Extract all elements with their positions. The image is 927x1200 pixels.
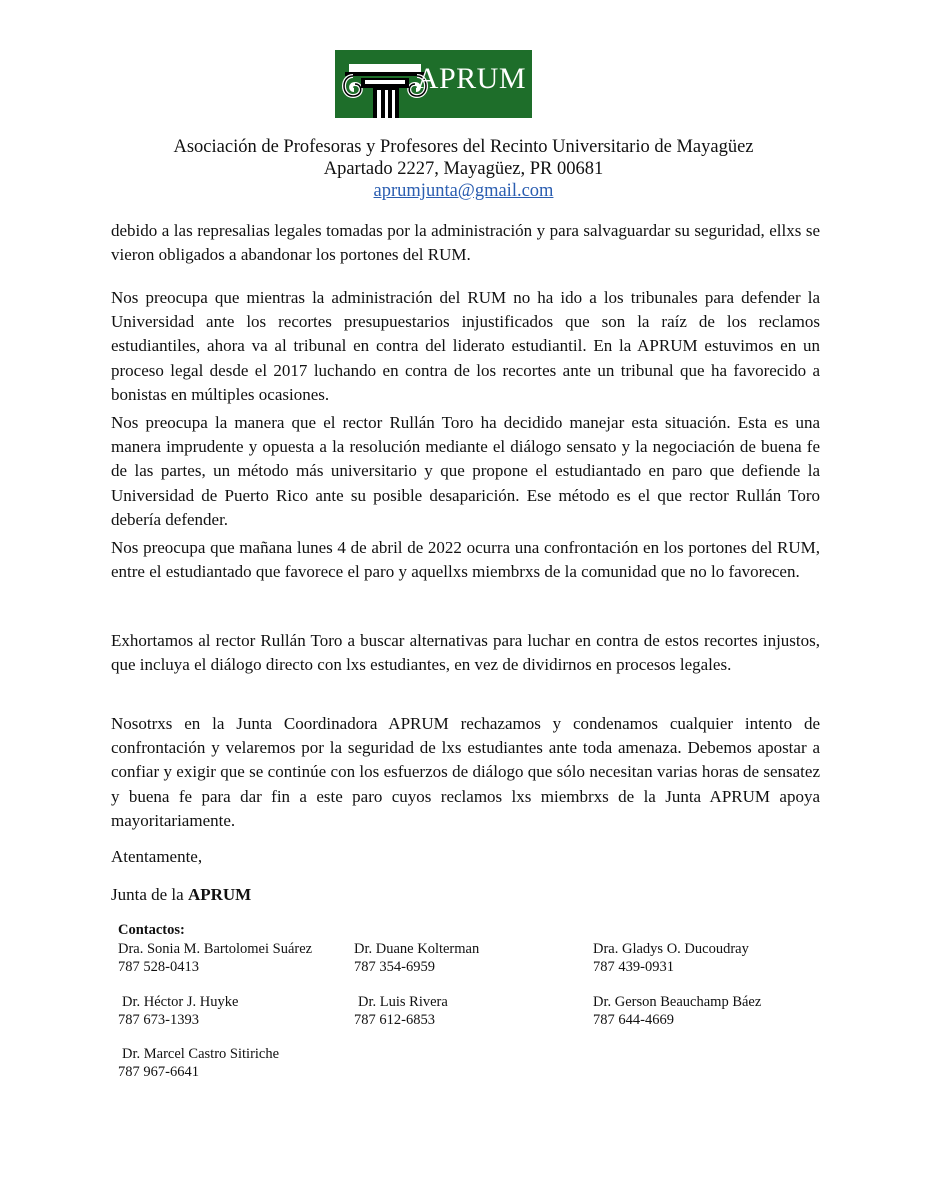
contact-name: Dr. Luis Rivera: [358, 994, 448, 1010]
closing: Atentamente,: [111, 847, 203, 866]
contact-item: [354, 940, 479, 976]
contact-item: [118, 1045, 279, 1081]
contact-phone: 787 673-1393: [118, 1012, 199, 1028]
contacts-title: Contactos:: [118, 922, 185, 938]
paragraph-4: Nos preocupa que mañana lunes 4 de abril de 2022 ocurra una confrontación en los portones del RUM, entre el estudiantado que favorece el paro y aquellxs miembrxs de la comunidad que no lo favorecen.: [111, 538, 820, 582]
signature-org: APRUM: [187, 885, 252, 904]
contact-phone: 787 528-0413: [118, 959, 199, 975]
aprum-logo: [335, 50, 532, 118]
paragraph-1: debido a las represalias legales tomadas por la administración y para salvaguardar su seguridad, ellxs se vieron obligados a abandonar los portones del RUM.: [111, 221, 820, 265]
contact-item: [354, 993, 448, 1029]
contact-phone: 787 354-6959: [354, 959, 435, 975]
contact-phone: 787 967-6641: [118, 1064, 199, 1080]
paragraph-5: Exhortamos al rector Rullán Toro a buscar alternativas para luchar en contra de estos recortes injustos, que incluya el diálogo directo con lxs estudiantes, en vez de dividirnos en procesos legales.: [111, 631, 820, 675]
contact-name: Dr. Marcel Castro Sitiriche: [122, 1046, 280, 1062]
organization-email: [0, 180, 927, 202]
contact-item: [118, 993, 238, 1029]
signature: [111, 883, 820, 907]
contact-item: [593, 993, 761, 1029]
contact-name: Dra. Gladys O. Ducoudray: [593, 941, 749, 957]
contact-name: Dr. Gerson Beauchamp Báez: [593, 994, 762, 1010]
contact-phone: 787 644-4669: [593, 1012, 674, 1028]
contact-name: Dr. Héctor J. Huyke: [122, 994, 239, 1010]
paragraph-2: Nos preocupa que mientras la administración del RUM no ha ido a los tribunales para defender la Universidad ante los recortes presupuestarios injustificados que son la raíz de los reclamos estudiantiles, ahora va al tribunal en contra del liderato estudiantil. En la APRUM estuvimos en un proceso legal desde el 2017 luchando en contra de los recortes ante un tribunal que ha favorecido a bonistas en múltiples ocasiones.: [111, 288, 820, 404]
signature-prefix: Junta de la: [111, 885, 188, 904]
contact-phone: 787 439-0931: [593, 959, 674, 975]
organization-name: Asociación de Profesoras y Profesores del Recinto Universitario de Mayagüez: [173, 137, 754, 157]
contact-name: Dr. Duane Kolterman: [354, 941, 480, 957]
contact-phone: 787 612-6853: [354, 1012, 435, 1028]
contact-item: [593, 940, 749, 976]
paragraph-3: Nos preocupa la manera que el rector Rullán Toro ha decidido manejar esta situación. Esta es una manera imprudente y opuesta a la resolución mediante el diálogo sensato y la negociación de buena fe de las partes, un método más universitario y que propone el estudiantado en paro que defiende la Universidad de Puerto Rico ante su posible desaparición. Ese método es el que rector Rullán Toro debería defender.: [111, 413, 820, 529]
organization-address: Apartado 2227, Mayagüez, PR 00681: [323, 159, 604, 179]
contact-item: [118, 940, 312, 976]
contact-name: Dra. Sonia M. Bartolomei Suárez: [118, 941, 313, 957]
logo-text: APRUM: [416, 62, 526, 95]
email-link[interactable]: aprumjunta@gmail.com: [373, 181, 554, 201]
paragraph-6: Nosotrxs en la Junta Coordinadora APRUM rechazamos y condenamos cualquier intento de confrontación y velaremos por la seguridad de lxs estudiantes ante toda amenaza. Debemos apostar a confiar y exigir que se continúe con los esfuerzos de diálogo que sólo necesitan varias horas de sensatez y buena fe para dar fin a este paro cuyos reclamos lxs miembrxs de la Junta APRUM apoya mayoritariamente.: [111, 714, 820, 830]
